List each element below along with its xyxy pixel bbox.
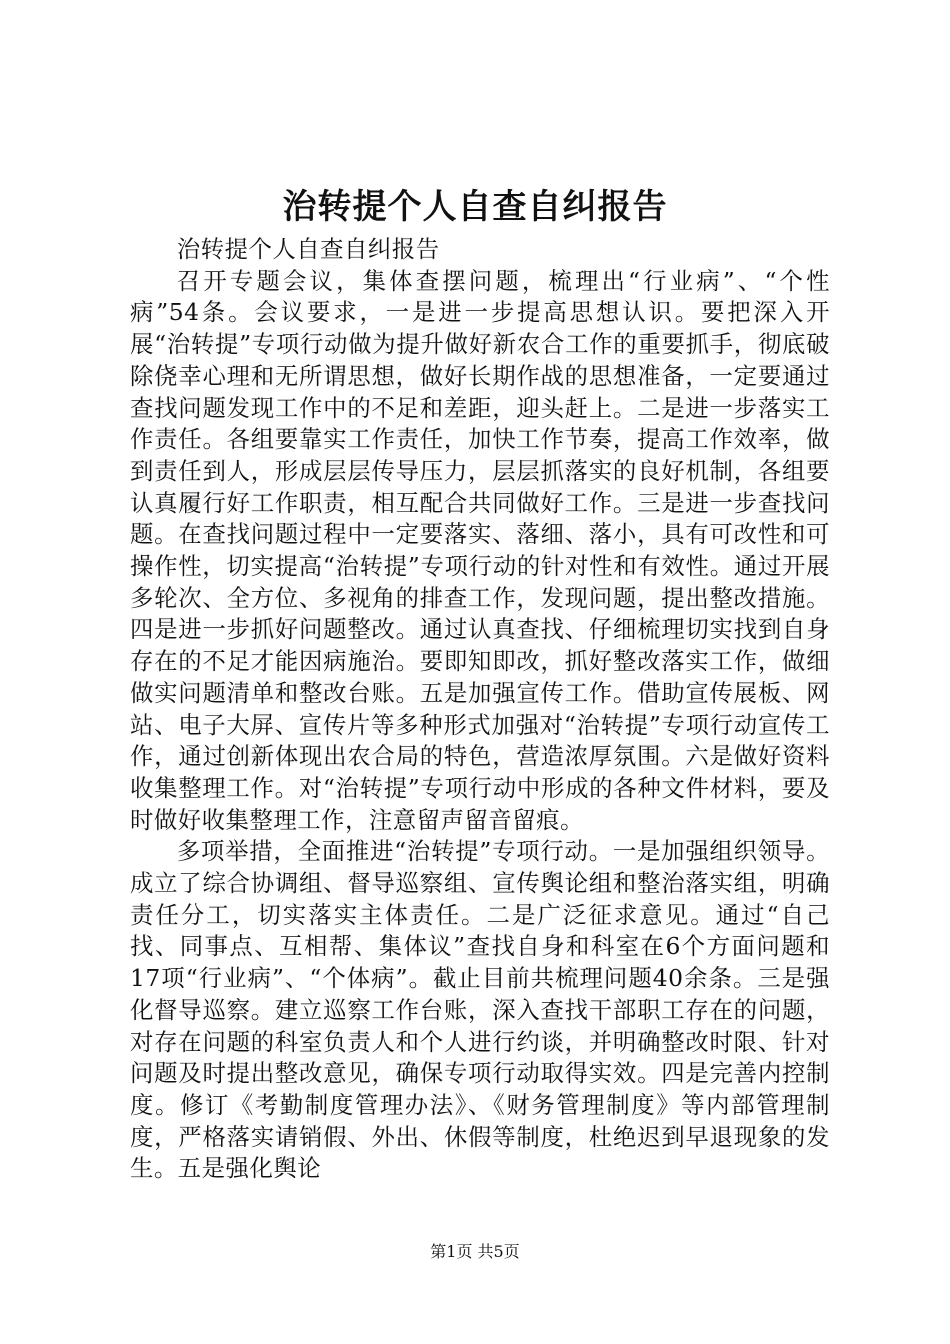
body-paragraph: 召开专题会议，集体查摆问题，梳理出“行业病”、“个性病”54条。会议要求，一是进一步提高思想认识。要把深入开展“治转提”专项行动做为提升做好新农合工作的重要抓手，彻底破除侥幸心理和无所谓思想，做好长期作战的思想准备，一定要通过查找问题发现工作中的不足和差距，迎头赶上。二是进一步落实工作责任。各组要靠实工作责任，加快工作节奏，提高工作效率，做到责任到人，形成层层传导压力，层层抓落实的良好机制，各组要认真履行好工作职责，相互配合共同做好工作。三是进一步查找问题。在查找问题过程中一定要落实、落细、落小，具有可改性和可操作性，切实提高“治转提”专项行动的针对性和有效性。通过开展多轮次、全方位、多视角的排查工作，发现问题，提出整改措施。四是进一步抓好问题整改。通过认真查找、仔细梳理切实找到自身存在的不足才能因病施治。要即知即改，抓好整改落实工作，做细做实问题清单和整改台账。五是加强宣传工作。借助宣传展板、网站、电子大屏、宣传片等多种形式加强对“治转提”专项行动宣传工作，通过创新体现出农合局的特色，营造浓厚氛围。六是做好资料收集整理工作。对“治转提”专项行动中形成的各种文件材料，要及时做好收集整理工作，注意留声留音留痕。	[130, 266, 830, 834]
body-paragraph: 多项举措，全面推进“治转提”专项行动。一是加强组织领导。成立了综合协调组、督导巡察组、宣传舆论组和整治落实组，明确责任分工，切实落实主体责任。二是广泛征求意见。通过“自己找、同事点、互相帮、集体议”查找自身和科室在6个方面问题和17项“行业病”、“个体病”。截止目前共梳理问题40余条。三是强化督导巡察。建立巡察工作台账，深入查找干部职工存在的问题，对存在问题的科室负责人和个人进行约谈，并明确整改时限、针对问题及时提出整改意见，确保专项行动取得实效。四是完善内控制度。修订《考勤制度管理办法》、《财务管理制度》等内部管理制度，严格落实请销假、外出、休假等制度，杜绝迟到早退现象的发生。五是强化舆论	[130, 837, 830, 1183]
subtitle-paragraph: 治转提个人自查自纠报告	[176, 235, 440, 263]
document-title: 治转提个人自查自纠报告	[282, 187, 668, 227]
page-footer: 第1页 共5页	[430, 1242, 520, 1261]
document-body	[130, 234, 830, 1185]
